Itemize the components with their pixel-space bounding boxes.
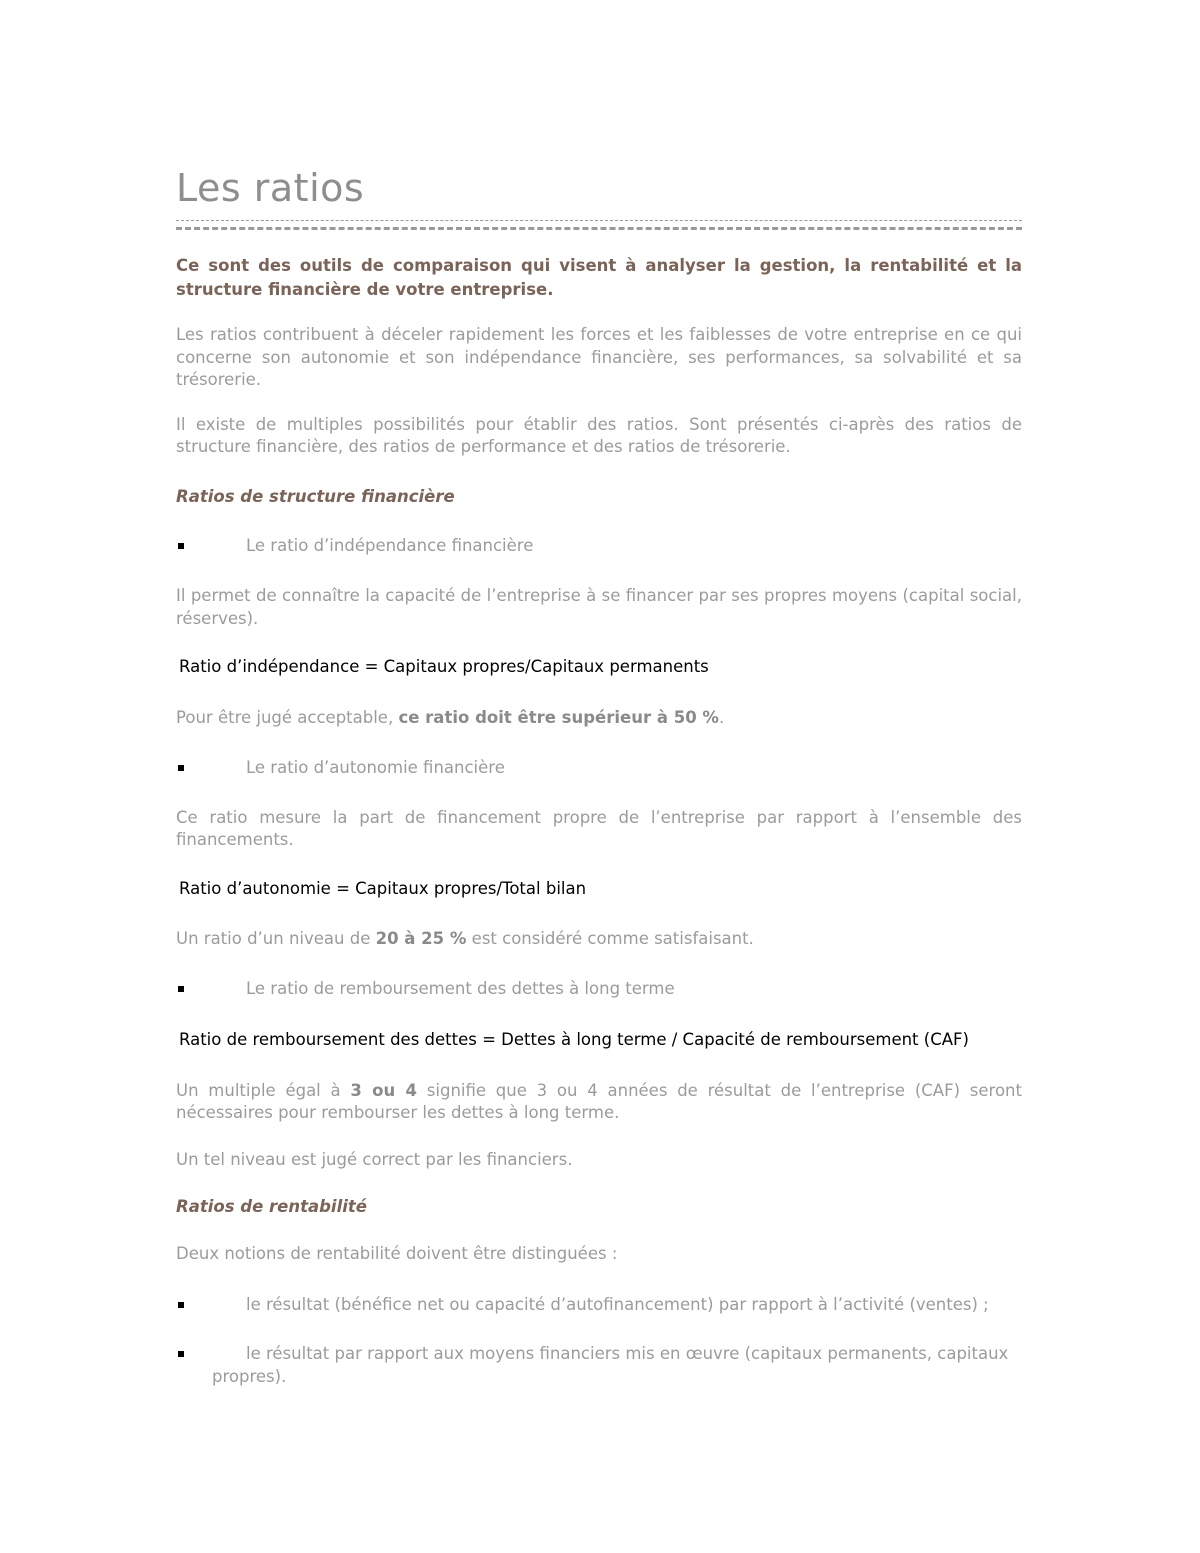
- note-text: Pour être jugé acceptable,: [176, 707, 399, 727]
- bullet-label: Le ratio d’autonomie financière: [246, 758, 505, 777]
- formula-remboursement: Ratio de remboursement des dettes = Dettes à long terme / Capacité de remboursement (CAF): [179, 1030, 969, 1049]
- bullet-square-icon: [178, 765, 184, 771]
- note-emphasis: 20 à 25 %: [375, 929, 467, 948]
- note-text-end: signifie que 3 ou 4 années de résultat de l’entreprise (CAF) seront nécessaires pour rembourser les dettes à long terme.: [176, 1080, 1022, 1122]
- section-heading-structure: Ratios de structure financière: [176, 486, 455, 506]
- formula-independance: Ratio d’indépendance = Capitaux propres/Capitaux permanents: [179, 657, 709, 676]
- page-title: Les ratios: [176, 166, 365, 210]
- rentabilite-intro: Deux notions de rentabilité doivent être distinguées :: [176, 1244, 618, 1263]
- bullet-independance: [176, 535, 1022, 558]
- bullet-rentabilite-2: [176, 1343, 1022, 1388]
- lead-paragraph: Ce sont des outils de comparaison qui visent à analyser la gestion, la rentabilité et la structure financière de votre entreprise.: [176, 256, 1022, 299]
- bullet-square-icon: [178, 1302, 184, 1308]
- bullet-remboursement: [176, 978, 1022, 1001]
- autonomie-description: Ce ratio mesure la part de financement propre de l’entreprise par rapport à l’ensemble des financements.: [176, 807, 1022, 849]
- bullet-square-icon: [178, 986, 184, 992]
- formula-autonomie: Ratio d’autonomie = Capitaux propres/Total bilan: [179, 878, 587, 898]
- note-text: Un multiple égal à: [176, 1080, 351, 1100]
- bullet-square-icon: [178, 1351, 184, 1357]
- note-emphasis: 3 ou 4: [350, 1080, 418, 1100]
- independance-description: Il permet de connaître la capacité de l’entreprise à se financer par ses propres moyens (capital social, réserves).: [176, 586, 1022, 628]
- bullet-square-icon: [178, 543, 184, 549]
- autonomie-note: [176, 928, 1022, 951]
- title-divider: [176, 220, 1022, 230]
- remboursement-note: [176, 1080, 1022, 1125]
- bullet-rentabilite-1: [176, 1294, 1022, 1317]
- bullet-label: Le ratio de remboursement des dettes à long terme: [246, 978, 675, 998]
- document-body: [176, 164, 1022, 1388]
- intro-paragraph-2: Il existe de multiples possibilités pour établir des ratios. Sont présentés ci-après des ratios de structure financière, des ratios de performance et des ratios de trésorerie.: [176, 414, 1022, 456]
- remboursement-note-2: Un tel niveau est jugé correct par les financiers.: [176, 1149, 573, 1169]
- bullet-label: le résultat (bénéfice net ou capacité d’autofinancement) par rapport à l’activité (ventes) ;: [246, 1294, 989, 1314]
- independance-note: [176, 707, 1022, 730]
- note-text: Un ratio d’un niveau de: [176, 929, 376, 948]
- note-text-end: est considéré comme satisfaisant.: [466, 929, 754, 948]
- section-heading-rentabilite: Ratios de rentabilité: [176, 1197, 367, 1216]
- note-emphasis: ce ratio doit être supérieur à 50 %: [398, 707, 719, 727]
- intro-paragraph-1: Les ratios contribuent à déceler rapidement les forces et les faiblesses de votre entreprise en ce qui concerne son autonomie et son indépendance financière, ses performances, sa solvabilité et sa trésorerie.: [176, 325, 1022, 389]
- bullet-autonomie: [176, 757, 1022, 780]
- bullet-label: le résultat par rapport aux moyens financiers mis en œuvre (capitaux permanents, capitaux propres).: [212, 1344, 1009, 1386]
- bullet-label: Le ratio d’indépendance financière: [246, 535, 534, 555]
- note-text-end: .: [718, 707, 725, 727]
